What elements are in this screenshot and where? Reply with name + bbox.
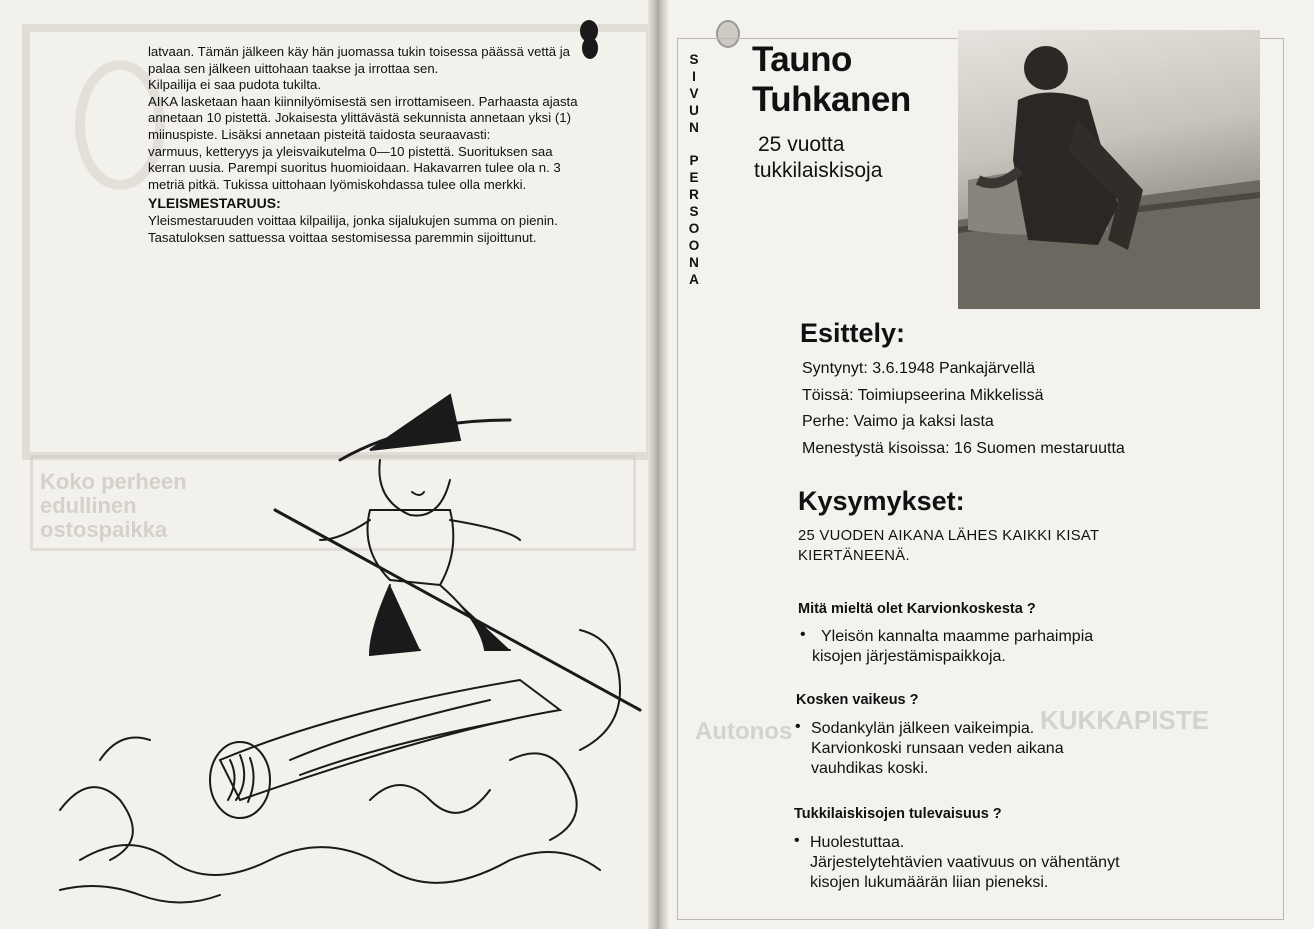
person-first-name: Tauno xyxy=(752,40,852,79)
section-heading: YLEISMESTARUUS: xyxy=(148,195,281,212)
birth-info: Syntynyt: 3.6.1948 Pankajärvellä xyxy=(802,360,1036,377)
answer-line: kisojen lukumäärän liian pieneksi. xyxy=(810,874,1049,891)
lumberjack-illustration xyxy=(40,380,650,910)
paragraph: Kilpailija ei saa pudota tukilta. xyxy=(148,77,322,93)
paragraph: varmuus, ketteryys ja yleisvaikutelma 0—10 pistettä. Suorituksen saa kerran uusia. Parempi suoritus huomioidaan. Hakavarren tulee ola n. 3 metriä pitkä. Tukissa uittohaan lyömiskohdassa tulee olla merkki. xyxy=(148,143,561,192)
paragraph: latvaan. Tämän jälkeen käy hän juomassa tukin toisessa päässä vettä ja palaa sen jälkeen uittohaan taakse ja irrottaa sen. xyxy=(148,44,570,76)
photo-figure xyxy=(958,30,1260,309)
intro-details xyxy=(802,356,1125,462)
answer-3 xyxy=(810,833,1120,893)
questions-heading: Kysymykset: xyxy=(798,486,965,516)
subtitle-line: tukkilaiskisoja xyxy=(754,159,883,182)
vertical-letter: U xyxy=(689,102,699,118)
intro-line: 25 VUODEN AIKANA LÄHES KAIKKI KISAT xyxy=(798,528,1100,544)
vertical-letter: R xyxy=(689,187,699,203)
vertical-letter: O xyxy=(688,237,700,253)
paragraph: Yleismestaruuden voittaa kilpailija, jonka sijalukujen summa on pienin. Tasatuloksen sattuessa voittaa sestomisessa paremmin sijoittunut. xyxy=(148,212,558,245)
answer-line: kisojen järjestämispaikkoja. xyxy=(812,648,1006,665)
answer-line: Huolestuttaa. xyxy=(810,834,905,851)
question-3: Tukkilaiskisojen tulevaisuus ? xyxy=(794,806,1002,822)
vertical-letter: A xyxy=(689,271,699,287)
answer-1 xyxy=(812,627,1094,667)
vertical-letter: I xyxy=(692,68,696,84)
answer-2 xyxy=(811,719,1064,779)
left-body-text xyxy=(148,44,588,246)
subtitle-line: 25 vuotta xyxy=(758,133,845,156)
bleed-through-text: KUKKAPISTE xyxy=(1040,705,1210,735)
person-last-name: Tuhkanen xyxy=(752,80,911,119)
page-gutter xyxy=(648,0,668,929)
vertical-letter: P xyxy=(689,153,699,169)
portrait-photo xyxy=(958,30,1260,309)
family-info: Perhe: Vaimo ja kaksi lasta xyxy=(802,413,994,430)
bullet-icon: • xyxy=(795,718,801,735)
vertical-letter: N xyxy=(689,119,699,135)
answer-line: Sodankylän jälkeen vaikeimpia. xyxy=(811,720,1035,737)
paragraph: AIKA lasketaan haan kiinnilyömisestä sen irrottamiseen. Parhaasta ajasta annetaan 10 pistettä. Jokaisesta ylittävästä sekunnista annetaan yksi (1) miinuspiste. Lisäksi annetaan pisteitä taidosta seuraavasti: xyxy=(148,93,578,142)
question-2: Kosken vaikeus ? xyxy=(796,692,919,708)
work-info: Töissä: Toimiupseerina Mikkelissä xyxy=(802,386,1044,404)
vertical-letter: S xyxy=(689,204,699,220)
answer-line: Järjestelytehtävien vaativuus on vähentänyt xyxy=(810,854,1120,871)
question-1: Mitä mieltä olet Karvionkoskesta ? xyxy=(798,601,1036,617)
section-label-vertical xyxy=(684,52,704,289)
vertical-letter: S xyxy=(689,52,699,67)
questions-intro xyxy=(798,526,1099,566)
bullet-icon: • xyxy=(794,832,800,849)
bleed-through-text: Koko perheen edullinen ostospaikka xyxy=(40,469,187,542)
intro-line: KIERTÄNEENÄ. xyxy=(798,548,910,564)
vertical-letter: E xyxy=(689,170,699,186)
person-name xyxy=(752,40,911,120)
vertical-letter: V xyxy=(689,85,699,101)
bullet-icon: • xyxy=(800,626,806,643)
vertical-letter: N xyxy=(689,254,699,270)
article-subtitle xyxy=(754,132,883,184)
success-info: Menestystä kisoissa: 16 Suomen mestaruutta xyxy=(802,439,1125,457)
vertical-letter: O xyxy=(688,221,700,237)
answer-line: vauhdikas koski. xyxy=(811,760,929,777)
vertical-letter xyxy=(684,137,704,154)
bleed-through-text: Autonos xyxy=(695,718,793,745)
answer-line: Karvionkoski runsaan veden aikana xyxy=(811,740,1064,757)
intro-heading: Esittely: xyxy=(800,318,906,348)
answer-line: Yleisön kannalta maamme parhaimpia xyxy=(821,628,1094,645)
